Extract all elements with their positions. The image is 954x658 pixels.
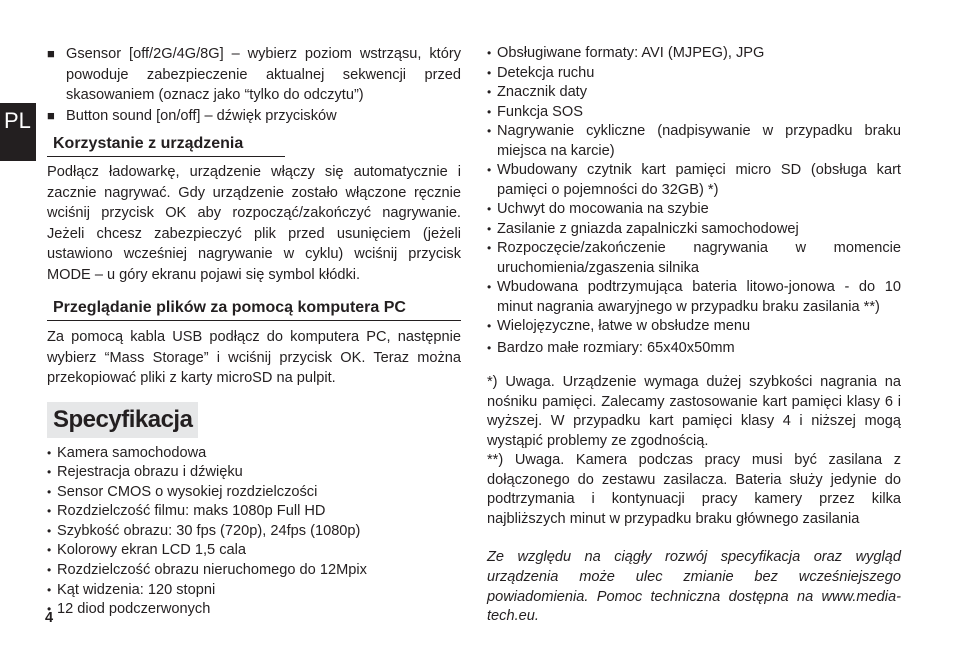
gsensor-text: Gsensor [off/2G/4G/8G] – wybierz poziom wstrząsu, który powoduje zabezpieczenie aktualnej sekwencji przed skasowaniem (oznacz jako “tylko do odczytu”) — [66, 46, 461, 103]
list-item: • Wielojęzyczne, łatwe w obsłudze menu — [487, 317, 901, 337]
usage-paragraph: Podłącz ładowarkę, urządzenie włączy się automatycznie i zacznie nagrywać. Gdy urządzenie zostało włączone ręcznie wciśnij przycisk OK aby rozpocząć/zakończyć nagrywanie. Jeżeli chcesz zabezpieczyć plik przed usunięciem (jeżeli ustawiono wcześniej nagrywanie w cyklu) wciśnij przycisk MODE – u góry ekranu pojawi się symbol kłódki. — [47, 164, 461, 283]
list-item: • Detekcja ruchu — [487, 64, 901, 84]
list-item: • Uchwyt do mocowania na szybie — [487, 200, 901, 220]
square-bullet-icon: ■ — [47, 46, 55, 61]
left-column — [47, 44, 461, 620]
list-item: • Rozdzielczość filmu: maks 1080p Full HD — [47, 502, 461, 522]
list-item: • Wbudowana podtrzymująca bateria litowo-jonowa - do 10 minut nagrania awaryjnego w przypadku braku zasilania **) — [487, 278, 901, 317]
list-item: • Funkcja SOS — [487, 103, 901, 123]
browse-paragraph: Za pomocą kabla USB podłącz do komputera PC, następnie wybierz “Mass Storage” i wciśnij przycisk OK. Teraz można przekopiować pliki z karty microSD na pulpit. — [47, 329, 461, 386]
footnote-1: *) Uwaga. Urządzenie wymaga dużej szybkości nagrania na nośniku pamięci. Zalecamy zastosowanie kart pamięci klasy 6 i wyższej. W przypadku kart pamięci klasy 4 i niższej mogą wystąpić problemy ze zgodnością. — [487, 374, 901, 449]
list-item: • Szybkość obrazu: 30 fps (720p), 24fps (1080p) — [47, 522, 461, 542]
list-item: • Nagrywanie cykliczne (nadpisywanie w przypadku braku miejsca na karcie) — [487, 122, 901, 161]
page-number: 4 — [45, 610, 54, 626]
heading-browse-files: Przeglądanie plików za pomocą komputera PC — [47, 298, 461, 321]
list-item: • Zasilanie z gniazda zapalniczki samochodowej — [487, 220, 901, 240]
button-sound-text: Button sound [on/off] – dźwięk przycisków — [66, 107, 337, 124]
list-item: • Rozdzielczość obrazu nieruchomego do 12Mpix — [47, 561, 461, 581]
spec-list-left — [47, 444, 461, 620]
list-item: • Rozpoczęcie/zakończenie nagrywania w momencie uruchomienia/zgaszenia silnika — [487, 239, 901, 278]
list-item: • Obsługiwane formaty: AVI (MJPEG), JPG — [487, 44, 901, 64]
list-item: • Kąt widzenia: 120 stopni — [47, 581, 461, 601]
list-item: • Rejestracja obrazu i dźwięku — [47, 463, 461, 483]
footnote-2: **) Uwaga. Kamera podczas pracy musi być zasilana z dołączonego do zestawu zasilacza. Bateria służy jedynie do podtrzymania i kontynuacji pracy kamery przez kilka najbliższych minut w przypadku braku głównego zasilania — [487, 452, 901, 527]
menu-option-gsensor — [47, 44, 461, 106]
list-item: • Wbudowany czytnik kart pamięci micro SD (obsługa kart pamięci o pojemności do 32GB) *) — [487, 161, 901, 200]
language-tab: PL — [0, 103, 36, 161]
heading-usage: Korzystanie z urządzenia — [47, 134, 285, 157]
spec-title: Specyfikacja — [47, 402, 198, 438]
list-item: • Znacznik daty — [487, 83, 901, 103]
list-item: • Sensor CMOS o wysokiej rozdzielczości — [47, 483, 461, 503]
right-column — [487, 44, 901, 627]
list-item: • 12 diod podczerwonych — [47, 600, 461, 620]
menu-option-button-sound — [47, 106, 461, 127]
list-item: • Kolorowy ekran LCD 1,5 cala — [47, 541, 461, 561]
list-item: • Kamera samochodowa — [47, 444, 461, 464]
square-bullet-icon: ■ — [47, 107, 55, 123]
disclaimer: Ze względu na ciągły rozwój specyfikacja oraz wygląd urządzenia może ulec zmianie bez wcześniejszego powiadomienia. Pomoc techniczna dostępna na www.media-tech.eu. — [487, 549, 901, 625]
spec-list-right — [487, 44, 901, 358]
list-item: • Bardzo małe rozmiary: 65x40x50mm — [487, 339, 901, 359]
footnotes — [487, 373, 901, 529]
